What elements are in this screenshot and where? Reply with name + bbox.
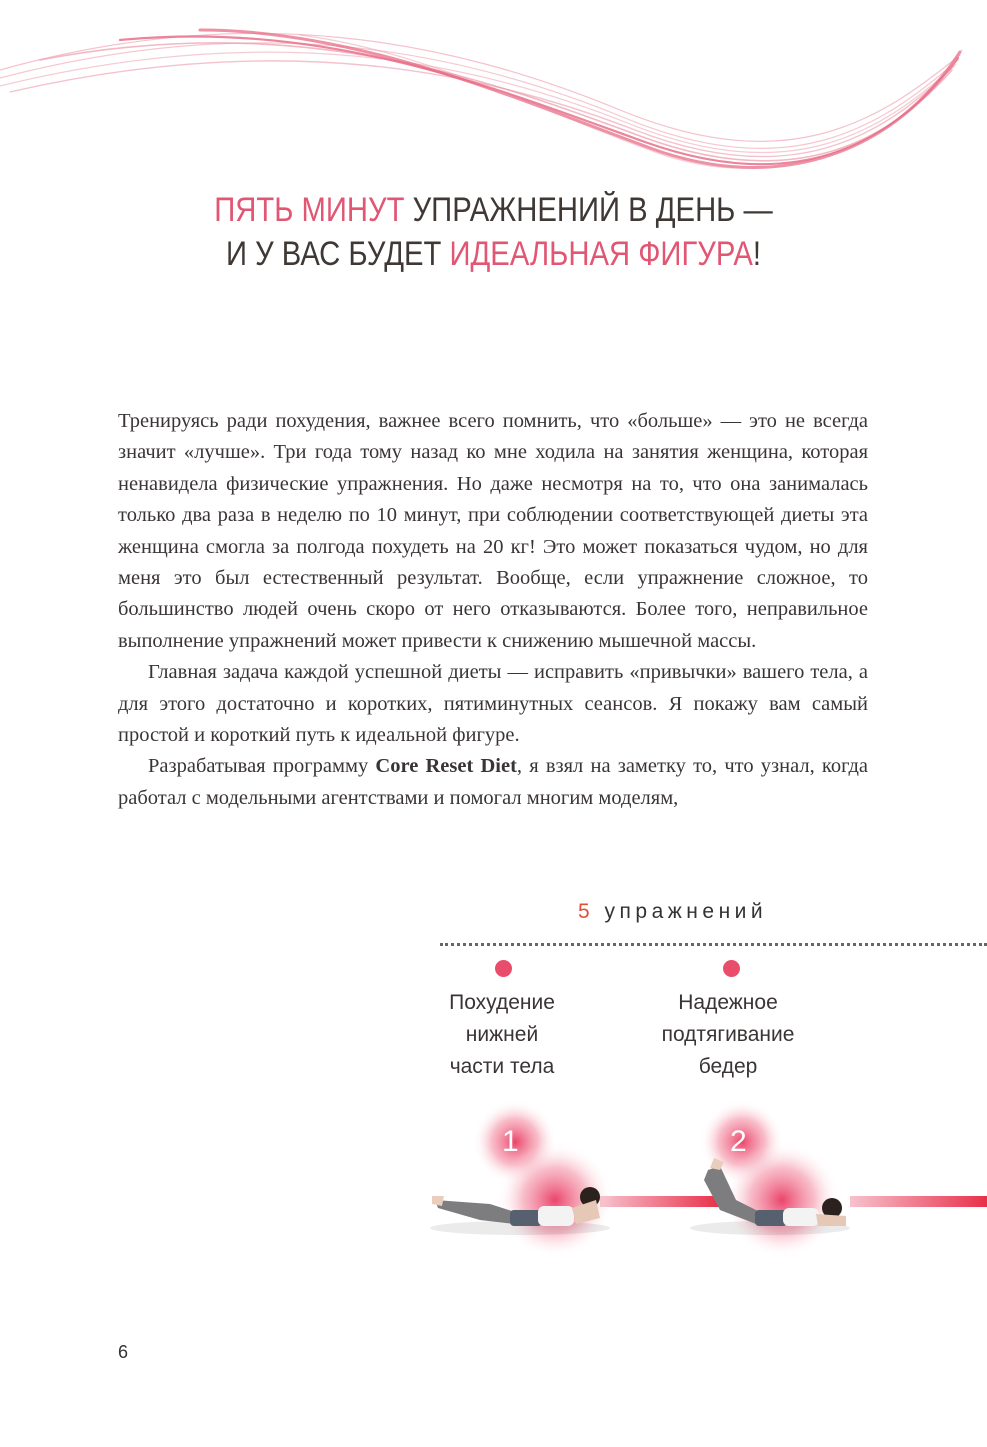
exercises-count: 5	[578, 900, 595, 923]
exercise-2-label-line-2: подтягивание	[661, 1023, 795, 1046]
paragraph-3-start: Разрабатывая программу	[148, 755, 376, 778]
exercise-1-label-line-2: нижней	[465, 1023, 539, 1046]
exercise-2-label-line-1: Надежное	[678, 991, 778, 1014]
paragraph-1: Тренируясь ради похудения, важнее всего помнить, что «больше» — это не всегда значит «лучше». Три года тому назад ко мне ходила на занятия женщина, которая ненавидела физические упражнения. Но даже несмотря на то, что она занималась только два раза в неделю по 10 минут, при соблюдении соответствующей диеты эта женщина смогла за полгода похудеть на 20 кг! Это может показаться чудом, но для меня это был естественный результат. Вообще, если упражнение сложное, то большинство людей очень скоро от него отказываются. Более того, неправильное выполнение упражнений может привести к снижению мышечной массы.	[118, 410, 868, 652]
progress-bar-segment-2	[850, 1196, 987, 1207]
exercise-2-label-line-3: бедер	[698, 1055, 758, 1078]
body-text	[118, 406, 868, 814]
title-accent-ideal-figure: ИДЕАЛЬНАЯ ФИГУРА	[449, 235, 753, 273]
title-line-2-end: !	[752, 235, 762, 273]
progress-bar-segment-1	[600, 1196, 720, 1207]
title-line-2-start: И У ВАС БУДЕТ	[225, 235, 450, 273]
exercise-1-figure	[430, 1100, 613, 1258]
program-name: Core Reset Diet	[375, 755, 517, 778]
exercise-1-label	[402, 987, 602, 1083]
title-line-2	[69, 232, 918, 276]
page-number: 6	[118, 1342, 129, 1362]
decorative-waves	[0, 0, 987, 170]
page-title	[69, 188, 918, 276]
exercise-2-figure	[690, 1100, 850, 1258]
title-accent-five-minutes: ПЯТЬ МИНУТ	[214, 191, 405, 229]
dotted-divider	[440, 943, 987, 946]
exercise-2-dot-icon	[723, 960, 740, 977]
exercises-header	[578, 900, 767, 924]
exercise-1-number: 1	[502, 1125, 519, 1158]
paragraph-2: Главная задача каждой успешной диеты — исправить «привычки» вашего тела, а для этого достаточно и коротких, пятиминутных сеансов. Я покажу вам самый простой и короткий путь к идеальной фигуре.	[118, 661, 868, 747]
paragraph-3	[118, 751, 868, 814]
exercise-1-label-line-3: части тела	[449, 1055, 555, 1078]
exercise-2-label	[628, 987, 828, 1083]
exercises-label: упражнений	[604, 900, 768, 923]
title-line-1-rest: УПРАЖНЕНИЙ В ДЕНЬ —	[404, 191, 773, 229]
paragraph-3-end: , я взял на заметку то, что узнал, когда работал с модельными агентствами и помогал многим моделям,	[118, 755, 868, 809]
title-line-1	[69, 188, 918, 232]
exercise-1-label-line-1: Похудение	[449, 991, 555, 1014]
exercise-1-dot-icon	[495, 960, 512, 977]
exercise-2-number: 2	[730, 1125, 747, 1158]
